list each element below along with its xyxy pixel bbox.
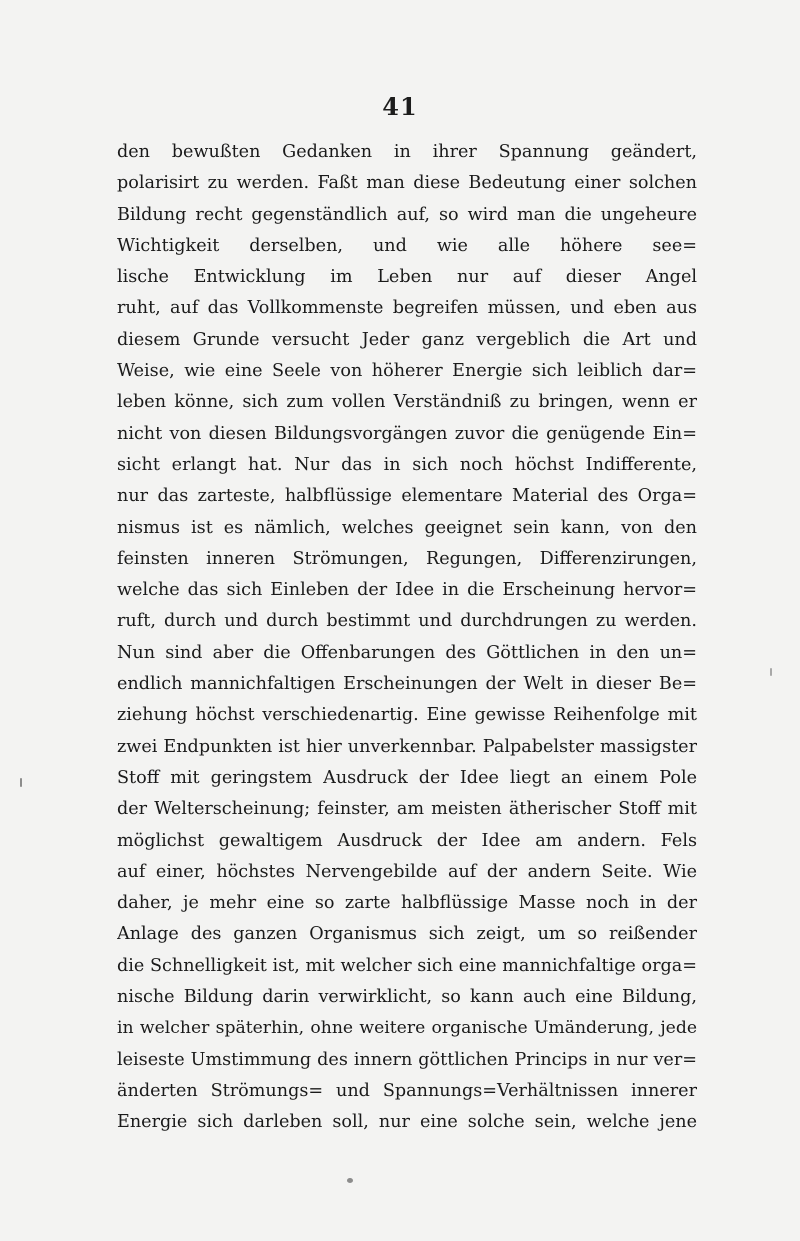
text-line: ziehung höchst verschiedenartig. Eine gewisse Reihenfolge mit (117, 705, 697, 726)
text-line: Stoff mit geringstem Ausdruck der Idee liegt an einem Pole (117, 767, 697, 788)
text-line: Anlage des ganzen Organismus sich zeigt, um so reißender (117, 924, 697, 945)
text-line: den bewußten Gedanken in ihrer Spannung geändert, (117, 142, 697, 162)
speck-mark (20, 778, 22, 787)
text-line: änderten Strömungs= und Spannungs=Verhältnissen innerer (117, 1080, 697, 1101)
text-line: auf einer, höchstes Nervengebilde auf der andern Seite. Wie (117, 861, 697, 882)
text-line: nismus ist es nämlich, welches geeignet sein kann, von den (117, 517, 697, 538)
speck-mark (770, 668, 772, 676)
text-line: diesem Grunde versucht Jeder ganz vergeblich die Art und (117, 329, 697, 350)
text-line: ruft, durch und durch bestimmt und durchdrungen zu werden. (117, 611, 697, 632)
speck-mark (347, 1178, 353, 1183)
text-line: der Welterscheinung; feinster, am meisten ätherischer Stoff mit (117, 799, 697, 820)
text-line: Wichtigkeit derselben, und wie alle höhere see= (117, 235, 697, 256)
text-line: ruht, auf das Vollkommenste begreifen müssen, und eben aus (117, 298, 697, 319)
text-line: leiseste Umstimmung des innern göttlichen Princips in nur ver= (117, 1049, 697, 1070)
text-line: Nun sind aber die Offenbarungen des Göttlichen in den un= (117, 642, 697, 663)
text-line: in welcher späterhin, ohne weitere organische Umänderung, jede (117, 1018, 697, 1039)
text-line: die Schnelligkeit ist, mit welcher sich eine mannichfaltige orga= (117, 955, 697, 976)
text-line: feinsten inneren Strömungen, Regungen, Differenzirungen, (117, 548, 697, 569)
text-line: nische Bildung darin verwirklicht, so kann auch eine Bildung, (117, 987, 697, 1008)
text-line: polarisirt zu werden. Faßt man diese Bedeutung einer solchen (117, 173, 697, 194)
text-line: daher, je mehr eine so zarte halbflüssige Masse noch in der (117, 893, 697, 914)
text-line: endlich mannichfaltigen Erscheinungen der Welt in dieser Be= (117, 674, 697, 695)
text-line: sicht erlangt hat. Nur das in sich noch höchst Indifferente, (117, 454, 697, 475)
text-line: leben könne, sich zum vollen Verständniß zu bringen, wenn er (117, 392, 697, 413)
text-line: Bildung recht gegenständlich auf, so wird man die ungeheure (117, 204, 697, 225)
body-text (117, 137, 697, 1139)
text-line: Weise, wie eine Seele von höherer Energie sich leiblich dar= (117, 361, 697, 382)
text-line: Energie sich darleben soll, nur eine solche sein, welche jene (117, 1112, 697, 1133)
text-line: lische Entwicklung im Leben nur auf dieser Angel (117, 267, 697, 288)
page-number: 41 (382, 92, 418, 121)
text-line: möglichst gewaltigem Ausdruck der Idee am andern. Fels (117, 830, 697, 851)
text-line: nur das zarteste, halbflüssige elementare Material des Orga= (117, 486, 697, 507)
text-line: welche das sich Einleben der Idee in die Erscheinung hervor= (117, 580, 697, 601)
text-line: nicht von diesen Bildungsvorgängen zuvor die genügende Ein= (117, 423, 697, 444)
text-line: zwei Endpunkten ist hier unverkennbar. Palpabelster massigster (117, 736, 697, 757)
